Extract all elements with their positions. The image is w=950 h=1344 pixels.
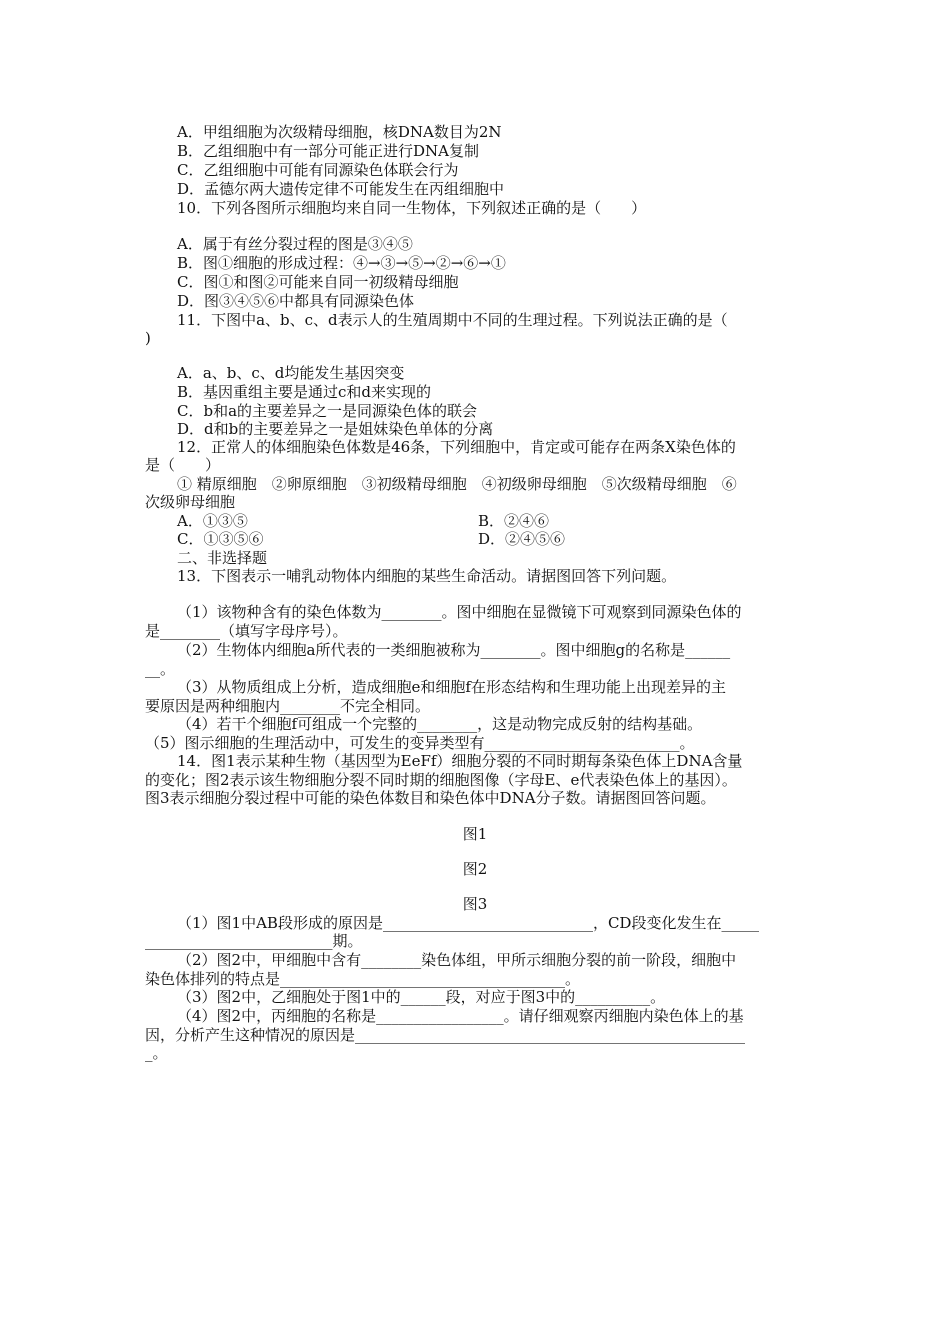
- q14-part4-cont: 因，分析产生这种情况的原因是____________________________________________________: [145, 1026, 746, 1044]
- q12-choices-cont: 次级卵母细胞: [145, 493, 236, 511]
- q14-part1: （1）图1中AB段形成的原因是____________________________，CD段变化发生在_____: [177, 914, 759, 932]
- q14-part4-end: _。: [145, 1044, 168, 1062]
- question-13: 13．下图表示一哺乳动物体内细胞的某些生命活动。请据图回答下列问题。: [177, 567, 677, 585]
- q13-part3: （3）从物质组成上分析，造成细胞e和细胞f在形态结构和生理功能上出现差异的主: [177, 678, 726, 696]
- option-b-q11: B．基因重组主要是通过c和d来实现的: [177, 383, 432, 401]
- q13-part2: （2）生物体内细胞a所代表的一类细胞被称为________。图中细胞g的名称是______: [177, 641, 731, 659]
- figure-3-caption: 图3: [462, 895, 488, 913]
- option-b-q10: B．图①细胞的形成过程：④→③→⑤→②→⑥→①: [177, 254, 506, 272]
- option-b-q12: B．②④⑥: [478, 512, 550, 530]
- question-11-cont: ): [145, 329, 151, 347]
- option-a-q11: A．a、b、c、d均能发生基因突变: [177, 364, 405, 382]
- q14-part2-cont: 染色体排列的特点是______________________________________。: [145, 970, 581, 988]
- question-14-cont1: 的变化；图2表示该生物细胞分裂不同时期的细胞图像（字母E、e代表染色体上的基因）。: [145, 771, 737, 789]
- option-a-q10: A．属于有丝分裂过程的图是③④⑤: [177, 235, 413, 253]
- question-12-cont: 是（ ）: [145, 456, 221, 474]
- option-c-q12: C．①③⑤⑥: [177, 530, 264, 548]
- option-d-q9: D．孟德尔两大遗传定律不可能发生在丙组细胞中: [177, 180, 505, 198]
- option-a-q9: A．甲组细胞为次级精母细胞，核DNA数目为2N: [177, 123, 502, 141]
- option-c-q11: C．b和a的主要差异之一是同源染色体的联会: [177, 402, 478, 420]
- section-heading: 二、非选择题: [177, 549, 268, 567]
- q14-part2: （2）图2中，甲细胞中含有________染色体组，甲所示细胞分裂的前一阶段，细胞中: [177, 951, 737, 969]
- option-c-q9: C．乙组细胞中可能有同源染色体联会行为: [177, 161, 459, 179]
- question-14: 14．图1表示某种生物（基因型为EeFf）细胞分裂的不同时期每条染色体上DNA含量: [177, 752, 743, 770]
- q14-part4: （4）图2中，丙细胞的名称是_________________。请仔细观察丙细胞内染色体上的基: [177, 1007, 744, 1025]
- q13-part4: （4）若干个细胞f可组成一个完整的________，这是动物完成反射的结构基础。: [177, 715, 703, 733]
- question-14-cont2: 图3表示细胞分裂过程中可能的染色体数目和染色体中DNA分子数。请据图回答问题。: [145, 789, 716, 807]
- figure-2-caption: 图2: [462, 860, 488, 878]
- figure-1-caption: 图1: [462, 825, 488, 843]
- q13-part5: （5）图示细胞的生理活动中，可发生的变异类型有__________________________。: [145, 734, 695, 752]
- option-d-q10: D．图③④⑤⑥中都具有同源染色体: [177, 292, 415, 310]
- option-a-q12: A．①③⑤: [177, 512, 248, 530]
- q13-part3-cont: 要原因是两种细胞内________不完全相同。: [145, 697, 431, 715]
- q13-part2-cont: __。: [145, 660, 176, 678]
- q14-part1-cont: _________________________期。: [145, 932, 363, 950]
- option-d-q11: D．d和b的主要差异之一是姐妹染色单体的分离: [177, 420, 494, 438]
- question-12: 12．正常人的体细胞染色体数是46条，下列细胞中，肯定或可能存在两条X染色体的: [177, 438, 736, 456]
- option-d-q12: D．②④⑤⑥: [478, 530, 566, 548]
- q14-part3: （3）图2中，乙细胞处于图1中的______段，对应于图3中的__________。: [177, 988, 666, 1006]
- q13-part1: （1）该物种含有的染色体数为________。图中细胞在显微镜下可观察到同源染色体的: [177, 603, 742, 621]
- q12-choices: ① 精原细胞 ②卵原细胞 ③初级精母细胞 ④初级卵母细胞 ⑤次级精母细胞 ⑥: [177, 475, 737, 493]
- question-11: 11．下图中a、b、c、d表示人的生殖周期中不同的生理过程。下列说法正确的是（: [177, 311, 728, 329]
- option-b-q9: B．乙组细胞中有一部分可能正进行DNA复制: [177, 142, 480, 160]
- q13-part1-cont: 是________（填写字母序号）。: [145, 622, 348, 640]
- option-c-q10: C．图①和图②可能来自同一初级精母细胞: [177, 273, 459, 291]
- question-10: 10．下列各图所示细胞均来自同一生物体，下列叙述正确的是（ ）: [177, 199, 647, 217]
